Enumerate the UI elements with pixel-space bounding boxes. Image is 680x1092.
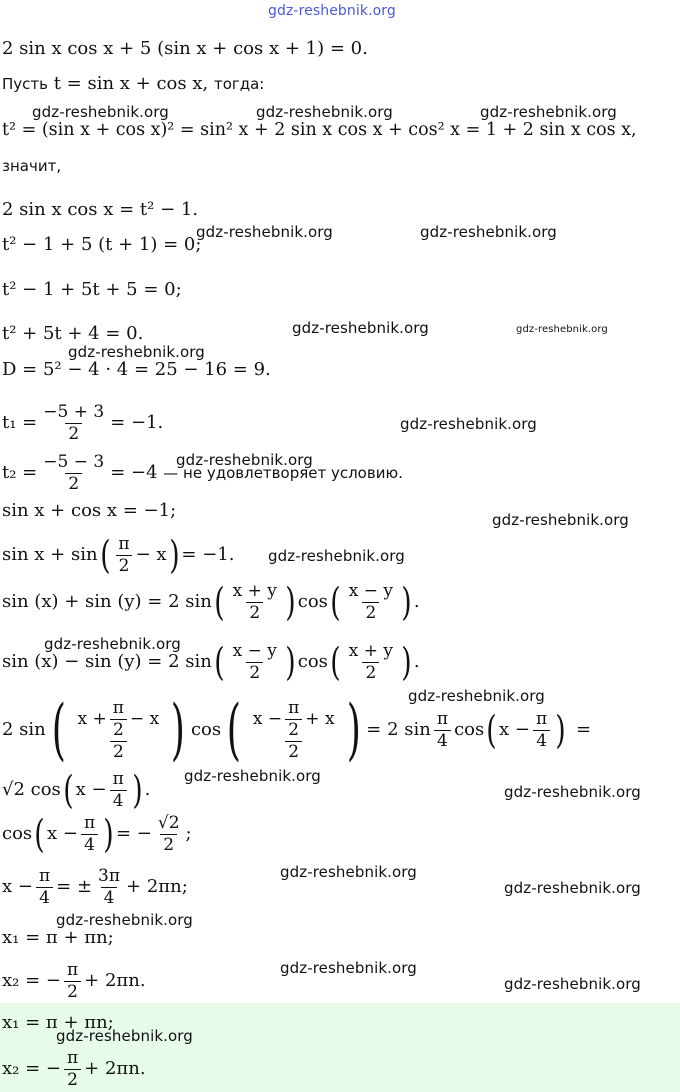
root-t2 [2,452,403,494]
paren-right: ) [132,768,143,812]
numerator: −5 + 3 [43,401,105,422]
numerator: π [536,708,548,729]
numerator: x + y [232,580,277,601]
numerator: π [112,697,124,718]
fraction [40,451,107,494]
denominator: 2 [64,1069,81,1089]
x-b: = ± [56,876,93,897]
x2-b: + 2πn. [84,970,146,991]
paren-left: ( [226,691,242,768]
watermark: gdz-reshebnik.org [400,415,537,433]
paren-right: ) [285,580,296,624]
discriminant: D = 5² − 4 · 4 = 25 − 16 = 9. [2,359,271,380]
numerator: √2 [157,812,180,833]
numerator: x − y [348,580,393,601]
numerator [250,697,338,741]
numerator: π [112,768,124,789]
eq7-b: − x [135,544,167,565]
denominator: 2 [110,741,127,761]
sq-a: √2 cos [2,779,61,800]
numerator: x + y [348,640,393,661]
watermark: gdz-reshebnik.org [268,547,405,565]
tr-f: x − [499,719,531,740]
fraction [110,768,127,811]
eq7-c: = −1. [181,544,235,565]
equation-square: t² = (sin x + cos x)² = sin² x + 2 sin x cos x + cos² x = 1 + 2 sin x cos x, [2,120,637,140]
denominator: 4 [533,730,550,750]
paren-left: ( [214,640,225,684]
answer-x2 [2,1046,146,1092]
paren-left: ( [99,533,111,577]
sum-b: cos [297,591,328,612]
t2-note: — не удовлетворяет условию. [163,464,403,482]
text-let: Пусть [2,75,48,93]
part: + x [305,708,335,729]
tr-b: cos [190,719,222,740]
watermark: gdz-reshebnik.org [504,879,641,897]
numerator: π [66,1047,79,1068]
watermark: gdz-reshebnik.org [408,687,545,705]
paren-right: ) [285,640,296,684]
text-means-label: значит, [2,157,62,175]
x-a: x − [2,876,33,897]
watermark: gdz-reshebnik.org [420,223,557,241]
denominator: 2 [110,719,127,739]
substitution-line [2,72,264,96]
paren-right: ) [170,691,186,768]
watermark: gdz-reshebnik.org [280,863,417,881]
t2-rhs: = −4 [110,462,158,483]
denominator: 2 [362,662,379,682]
denominator: 4 [36,887,53,907]
watermark: gdz-reshebnik.org [280,959,417,977]
x-equation [2,864,188,910]
numerator: π [436,708,449,729]
part: − x [129,708,160,729]
paren-right: ) [401,640,412,684]
paren-right: ) [103,812,114,856]
denominator: 4 [101,887,118,907]
denominator: 2 [285,719,302,739]
paren-right: ) [346,691,361,768]
ans2-b: + 2πn. [84,1058,146,1079]
paren-left: ( [486,708,497,752]
numerator: −5 − 3 [43,451,105,472]
denominator: 2 [65,423,82,443]
fraction [95,865,123,908]
watermark: gdz-reshebnik.org [196,223,333,241]
fraction [346,580,396,623]
numerator: π [83,812,96,833]
paren-left: ( [34,812,45,856]
equation-7 [2,532,234,578]
fraction [285,697,302,740]
fraction [40,401,107,444]
substitution: t = sin x + cos x, [53,73,209,94]
paren-right: ) [401,580,412,624]
equation-4: t² − 1 + 5t + 5 = 0; [2,279,182,300]
fraction [36,865,53,908]
x2-a: x₂ = − [2,970,61,991]
numerator: π [118,533,130,554]
t1-rhs: = −1. [110,412,164,433]
sum-a: sin (x) + sin (y) = 2 sin [2,591,212,612]
fraction [75,697,163,762]
part: x + [77,708,107,729]
root-t1 [2,402,163,444]
fraction [434,708,451,751]
denominator: 4 [110,790,127,810]
part: x − [252,708,283,729]
t1-lhs: t₁ = [2,412,38,433]
fraction [250,697,338,762]
denominator: 4 [81,834,98,854]
watermark: gdz-reshebnik.org [292,319,429,337]
watermark: gdz-reshebnik.org [68,343,205,361]
root-x1: x₁ = π + πn; [2,927,114,948]
numerator [75,697,163,741]
denominator: 2 [362,602,379,622]
watermark: gdz-reshebnik.org [480,103,617,121]
sq-b: x − [75,779,107,800]
watermark: gdz-reshebnik.org [176,451,313,469]
denominator: 2 [64,981,81,1001]
tr-a: 2 sin [2,719,46,740]
fraction [230,640,280,683]
tr-h: = [576,719,592,740]
fraction [533,708,550,751]
watermark: gdz-reshebnik.org [504,975,641,993]
denominator: 2 [246,602,263,622]
paren-left: ( [214,580,225,624]
tr-e: cos [454,719,485,740]
watermark-top: gdz-reshebnik.org [268,3,396,19]
numerator: π [288,697,300,718]
x-c: + 2πn; [126,876,188,897]
cos-equation: cos ( x − $\frac{\pi}{4}$ ) = − $\frac{√2}{2}$ ; [2,812,192,856]
equation-5: t² + 5t + 4 = 0. [2,323,144,344]
denominator: 2 [160,834,177,854]
fraction [110,697,127,740]
fraction [346,640,396,683]
text-then: тогда: [213,75,265,93]
sqrt-line: √2 cos ( x − $\frac{\pi}{4}$ ) . [2,768,151,812]
fraction [155,812,183,855]
denominator: 4 [434,730,451,750]
difference-formula: sin (x) − sin (y) = 2 sin ( $\frac{x - y}{2}$ ) cos ( $\frac{x + y}{2}$ ) . [2,640,420,684]
fraction [64,959,81,1002]
eq7-a: sin x + sin [2,544,98,565]
answer-x1: x₁ = π + πn; [2,1012,114,1033]
cos-b: x − [46,823,78,844]
ans2-a: x₂ = − [2,1058,61,1079]
paren-left: ( [330,580,341,624]
fraction [115,533,132,576]
paren-left: ( [330,640,341,684]
diff-a: sin (x) − sin (y) = 2 sin [2,651,212,672]
paren-right: ) [555,708,566,752]
watermark: gdz-reshebnik.org [44,635,181,653]
transform-line [2,692,591,768]
equation-1: 2 sin x cos x + 5 (sin x + cos x + 1) = 0. [2,38,368,59]
denominator: 2 [116,555,133,575]
paren-right: ) [168,533,180,577]
t2-lhs: t₂ = [2,462,38,483]
watermark: gdz-reshebnik.org [504,783,641,801]
text-means [2,154,61,178]
fraction [81,812,98,855]
denominator: 2 [65,473,82,493]
numerator: π [38,865,51,886]
cos-c: = − [115,823,152,844]
denominator: 2 [285,741,302,761]
sum-formula: sin (x) + sin (y) = 2 sin ( $\frac{x + y}{2}$ ) cos ( $\frac{x - y}{2}$ ) . [2,580,420,624]
paren-left: ( [63,768,74,812]
paren-left: ( [51,691,66,768]
equation-2: 2 sin x cos x = t² − 1. [2,199,199,220]
tr-c: = 2 sin [366,719,431,740]
watermark: gdz-reshebnik.org [56,911,193,929]
watermark: gdz-reshebnik.org [32,103,169,121]
equation-6: sin x + cos x = −1; [2,500,177,521]
watermark: gdz-reshebnik.org [492,511,629,529]
cos-a: cos [2,823,33,844]
numerator: 3π [98,865,121,886]
numerator: π [66,959,79,980]
fraction [64,1047,81,1090]
denominator: 2 [246,662,263,682]
numerator: x − y [232,640,277,661]
equation-3: t² − 1 + 5 (t + 1) = 0; [2,234,202,255]
diff-b: cos [297,651,328,672]
watermark: gdz-reshebnik.org [184,767,321,785]
watermark: gdz-reshebnik.org [56,1027,193,1045]
watermark-small: gdz-reshebnik.org [516,324,608,335]
fraction [230,580,280,623]
root-x2 [2,958,146,1004]
watermark: gdz-reshebnik.org [256,103,393,121]
